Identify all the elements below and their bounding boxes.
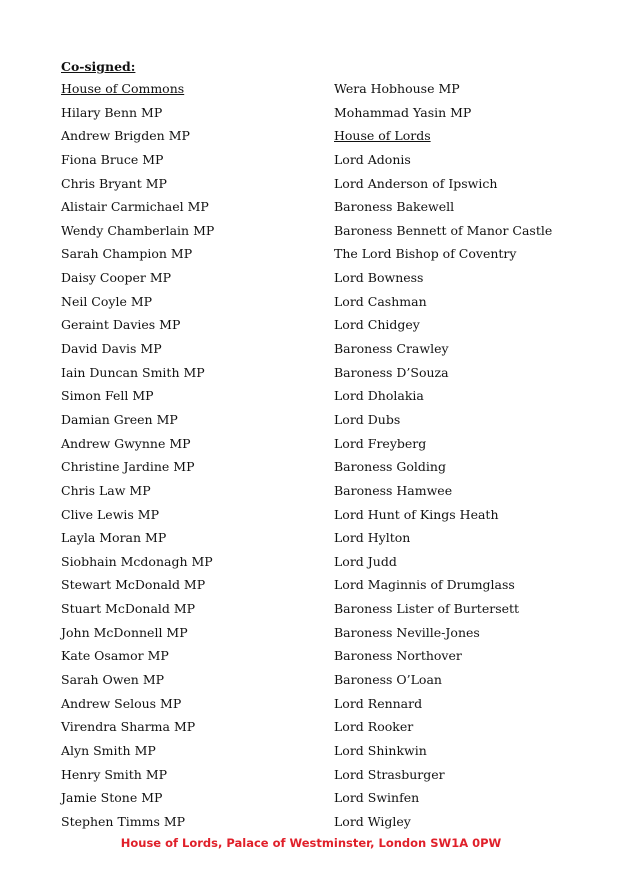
signatory: Baroness Neville-Jones [334,624,480,640]
signatory: Lord Anderson of Ipswich [334,175,498,191]
signatory: Lord Cashman [334,293,427,309]
signatory: Wera Hobhouse MP [334,81,460,96]
signatory: Henry Smith MP [61,766,168,782]
signatory: Chris Law MP [61,482,151,498]
signatory: Baroness Northover [334,648,462,664]
signatory: Fiona Bruce MP [61,151,164,167]
signatory: David Davis MP [61,341,162,357]
signatory: Baroness Lister of Burtersett [334,601,520,617]
signatory: Iain Duncan Smith MP [61,364,205,380]
signatory: Andrew Gwynne MP [61,435,191,451]
signatory: Alistair Carmichael MP [61,199,209,215]
signatory: The Lord Bishop of Coventry [334,246,517,262]
signatory: Neil Coyle MP [61,293,153,309]
signatory: Lord Shinkwin [334,742,427,758]
signatory: Baroness Bennett of Manor Castle [334,222,553,238]
signatory: Mohammad Yasin MP [334,104,472,120]
signatory: Lord Rooker [334,719,414,735]
commons-signatories-column [61,80,214,837]
signatory: Daisy Cooper MP [61,270,172,286]
signatory: Stuart McDonald MP [61,601,196,617]
footer-address: House of Lords, Palace of Westminster, London SW1A 0PW [120,836,502,850]
signatory: Lord Chidgey [334,317,420,333]
signatory: Sarah Owen MP [61,672,165,688]
signatory: Hilary Benn MP [61,104,163,120]
signatory: Geraint Davies MP [61,317,181,333]
signatory: Simon Fell MP [61,388,154,404]
signatory: Damian Green MP [61,411,178,427]
signatory: Stephen Timms MP [61,813,186,829]
signatory: Lord Wigley [334,813,411,829]
signatory: Layla Moran MP [61,530,167,546]
signatory: Lord Adonis [334,151,411,167]
signatory: Stewart McDonald MP [61,577,206,593]
signatory: Lord Bowness [334,270,424,286]
signatory: Lord Swinfen [334,790,420,806]
signatory: Andrew Selous MP [61,695,182,711]
signatory: Lord Freyberg [334,435,427,451]
section-heading-commons: House of Commons [61,81,185,96]
signatory: Baroness Bakewell [334,199,455,215]
signatory: Baroness Golding [334,459,446,475]
signatory: Siobhain Mcdonagh MP [61,553,213,569]
signatory: Baroness Crawley [334,341,449,357]
cosigned-heading: Co-signed: [61,59,136,74]
signatory: Andrew Brigden MP [61,128,190,144]
signatory: Jamie Stone MP [61,790,163,806]
signatory: Kate Osamor MP [61,648,169,664]
section-heading-lords: House of Lords [334,128,431,144]
signatory: Baroness O’Loan [334,672,442,688]
signatory: Baroness D’Souza [334,364,449,380]
signatory: Lord Judd [334,553,397,569]
signatory: Alyn Smith MP [61,742,156,758]
signatory: Sarah Champion MP [61,246,193,262]
signatory: Lord Maginnis of Drumglass [334,577,515,593]
signatory: Wendy Chamberlain MP [61,222,215,238]
signatory: Lord Strasburger [334,766,445,782]
signatory: Lord Hylton [334,530,411,546]
lords-signatories-column [334,80,552,837]
signatory: Clive Lewis MP [61,506,159,522]
signatory: John McDonnell MP [61,624,188,640]
signatory: Virendra Sharma MP [61,719,196,735]
signatory: Lord Rennard [334,695,423,711]
signatory: Lord Hunt of Kings Heath [334,506,499,522]
signatory: Chris Bryant MP [61,175,167,191]
signatory: Christine Jardine MP [61,459,195,475]
signatory: Baroness Hamwee [334,482,453,498]
signatory: Lord Dholakia [334,388,424,404]
signatory: Lord Dubs [334,411,401,427]
